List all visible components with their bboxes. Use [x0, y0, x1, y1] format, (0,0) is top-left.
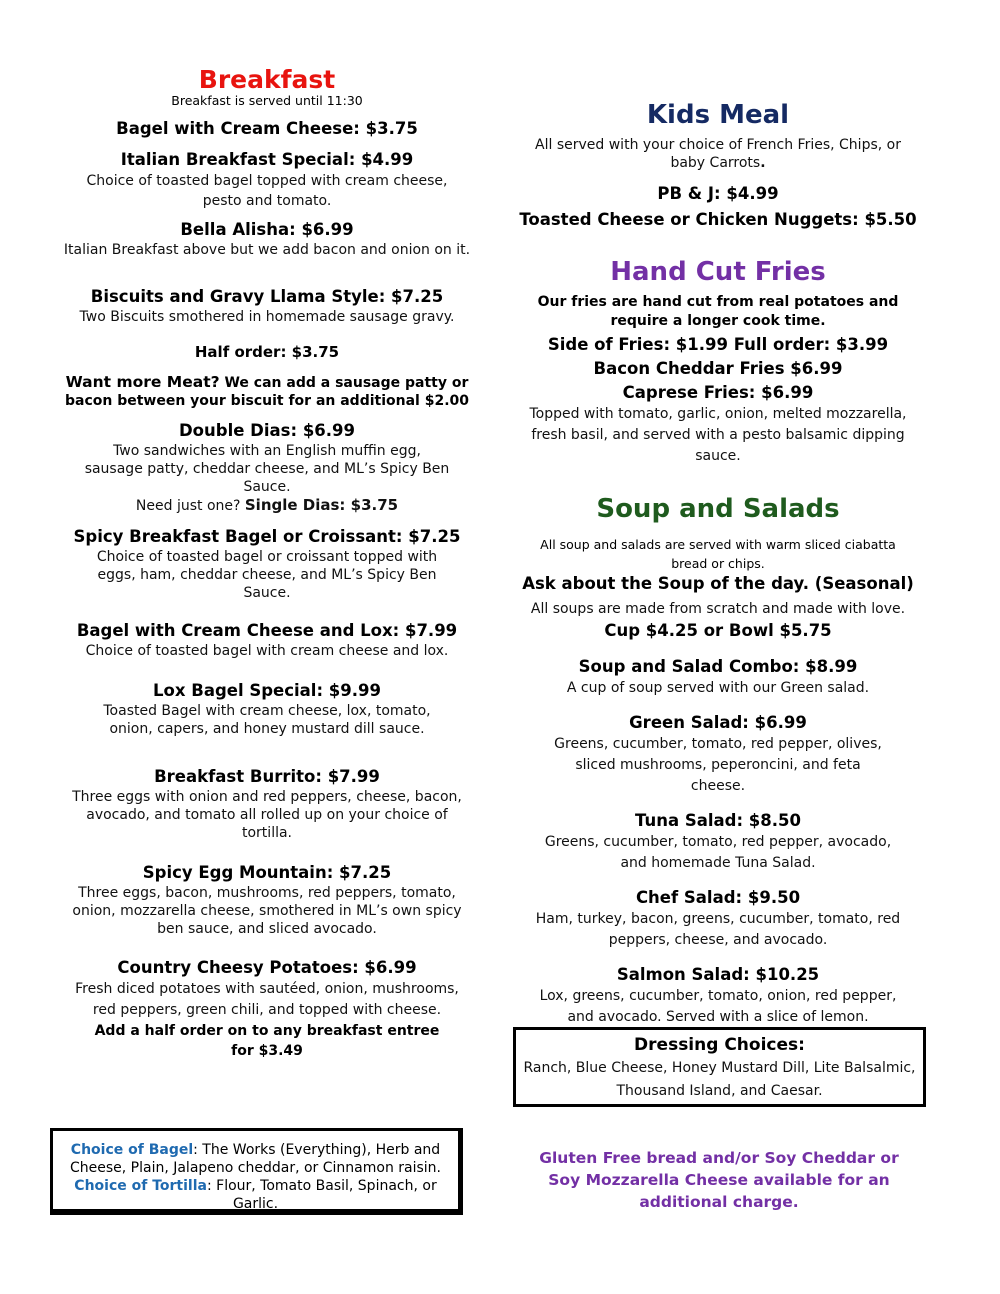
single-dias-line [62, 496, 472, 515]
half-order-item: Half order: $3.75 [194, 343, 340, 361]
pbj-item: PB & J: $4.99 [657, 184, 779, 203]
egg-mountain-item: Spicy Egg Mountain: $7.25 [142, 863, 392, 882]
italian-breakfast-item: Italian Breakfast Special: $4.99 [120, 150, 414, 169]
right-column [512, 98, 924, 1028]
more-meat-note [62, 373, 472, 410]
cup-bowl-item: Cup $4.25 or Bowl $5.75 [604, 621, 832, 640]
hand-cut-fries-note: Our fries are hand cut from real potatoes and require a longer cook time. [537, 294, 899, 329]
soup-of-day-item: Ask about the Soup of the day. (Seasonal) [522, 574, 914, 593]
double-dias-desc: Two sandwiches with an English muffin egg, sausage patty, cheddar cheese, and ML’s Spicy Ben Sauce. [84, 443, 450, 495]
cheesy-potatoes-add-note: Add a half order on to any breakfast entree for $3.49 [94, 1023, 440, 1059]
soup-salads-title: Soup and Salads [596, 494, 840, 524]
bagel-lox-item: Bagel with Cream Cheese and Lox: $7.99 [76, 621, 458, 640]
breakfast-burrito-item: Breakfast Burrito: $7.99 [154, 767, 380, 786]
bagel-tortilla-choices-box [50, 1128, 463, 1215]
cheese-nuggets-item: Toasted Cheese or Chicken Nuggets: $5.50 [519, 210, 917, 229]
need-one-text: Need just one? [135, 498, 241, 514]
choice-of-tortilla-label: Choice of Tortilla [74, 1178, 207, 1194]
cheesy-potatoes-item: Country Cheesy Potatoes: $6.99 [117, 958, 417, 977]
kids-meal-desc-period: . [760, 155, 766, 171]
bella-alisha-item: Bella Alisha: $6.99 [180, 220, 354, 239]
breakfast-burrito-desc: Three eggs with onion and red peppers, cheese, bacon, avocado, and tomato all rolled up on your choice of tortilla. [72, 789, 462, 841]
kids-meal-desc [512, 136, 924, 172]
bacon-cheddar-fries-item: Bacon Cheddar Fries $6.99 [593, 359, 843, 378]
kids-meal-desc-main: All served with your choice of French Fries, Chips, or baby Carrots [535, 137, 901, 171]
bagel-cream-cheese-item: Bagel with Cream Cheese: $3.75 [116, 119, 418, 138]
soup-scratch-note: All soups are made from scratch and made with love. [530, 601, 906, 617]
dressing-choices-options: Ranch, Blue Cheese, Honey Mustard Dill, Lite Balsalmic, Thousand Island, and Caesar. [523, 1060, 916, 1099]
soup-salad-combo-item: Soup and Salad Combo: $8.99 [578, 657, 858, 676]
breakfast-section [62, 64, 472, 1061]
choice-of-tortilla-text: : Flour, Tomato Basil, Spinach, or Garlic. [206, 1178, 437, 1212]
dressing-choices-title: Dressing Choices: [634, 1035, 805, 1055]
tuna-salad-desc: Greens, cucumber, tomato, red pepper, avocado, and homemade Tuna Salad. [544, 834, 892, 871]
choice-of-bagel-label: Choice of Bagel [70, 1142, 194, 1158]
chef-salad-desc: Ham, turkey, bacon, greens, cucumber, tomato, red peppers, cheese, and avocado. [535, 911, 901, 948]
breakfast-title: Breakfast [198, 65, 336, 94]
single-dias-price: Single Dias: $3.75 [244, 496, 399, 514]
caprese-fries-item: Caprese Fries: $6.99 [622, 383, 814, 402]
hand-cut-fries-title: Hand Cut Fries [610, 257, 826, 287]
salmon-salad-item: Salmon Salad: $10.25 [616, 965, 820, 984]
italian-breakfast-desc: Choice of toasted bagel topped with cream cheese, pesto and tomato. [86, 173, 448, 209]
bella-alisha-desc: Italian Breakfast above but we add bacon and onion on it. [63, 242, 471, 258]
spicy-bagel-desc: Choice of toasted bagel or croissant topped with eggs, ham, cheddar cheese, and ML’s Spicy Ben Sauce. [96, 549, 438, 601]
double-dias-item: Double Dias: $6.99 [178, 421, 356, 440]
choice-of-bagel-text: : The Works (Everything), Herb and Cheese, Plain, Jalapeno cheddar, or Cinnamon raisin. [69, 1142, 442, 1176]
gluten-free-note: Gluten Free bread and/or Soy Cheddar or Soy Mozzarella Cheese available for an additional charge. [539, 1149, 899, 1211]
breakfast-subtitle: Breakfast is served until 11:30 [171, 93, 363, 108]
more-meat-rest: We can add a sausage patty or bacon between your biscuit for an additional $2.00 [64, 375, 470, 409]
caprese-fries-desc: Topped with tomato, garlic, onion, melted mozzarella, fresh basil, and served with a pesto balsamic dipping sauce. [529, 406, 907, 464]
green-salad-item: Green Salad: $6.99 [629, 713, 807, 732]
salmon-salad-desc: Lox, greens, cucumber, tomato, onion, red pepper, and avocado. Served with a slice of lemon. [539, 988, 897, 1025]
lox-special-desc: Toasted Bagel with cream cheese, lox, tomato, onion, capers, and honey mustard dill sauce. [103, 703, 431, 737]
kids-meal-title: Kids Meal [646, 100, 790, 130]
bagel-lox-desc: Choice of toasted bagel with cream cheese and lox. [85, 643, 449, 659]
chef-salad-item: Chef Salad: $9.50 [635, 888, 801, 907]
side-full-fries-item: Side of Fries: $1.99 Full order: $3.99 [547, 335, 889, 354]
spicy-bagel-item: Spicy Breakfast Bagel or Croissant: $7.25 [73, 527, 461, 546]
egg-mountain-desc: Three eggs, bacon, mushrooms, red peppers, tomato, onion, mozzarella cheese, smothered in ML’s own spicy ben sauce, and sliced avocado. [72, 885, 462, 937]
tuna-salad-item: Tuna Salad: $8.50 [635, 811, 801, 830]
cheesy-potatoes-desc: Fresh diced potatoes with sautéed, onion, mushrooms, red peppers, green chili, and topped with cheese. [75, 981, 459, 1018]
more-meat-lead: Want more Meat? [65, 373, 220, 391]
green-salad-desc: Greens, cucumber, tomato, red pepper, olives, sliced mushrooms, peperoncini, and feta cheese. [554, 736, 882, 794]
lox-special-item: Lox Bagel Special: $9.99 [153, 681, 381, 700]
biscuits-gravy-item: Biscuits and Gravy Llama Style: $7.25 [90, 287, 444, 306]
dressing-choices-box [513, 1027, 926, 1107]
biscuits-gravy-desc: Two Biscuits smothered in homemade sausage gravy. [79, 309, 455, 325]
soup-salad-combo-desc: A cup of soup served with our Green salad. [566, 680, 870, 696]
soup-salads-note: All soup and salads are served with warm sliced ciabatta bread or chips. [540, 537, 896, 571]
